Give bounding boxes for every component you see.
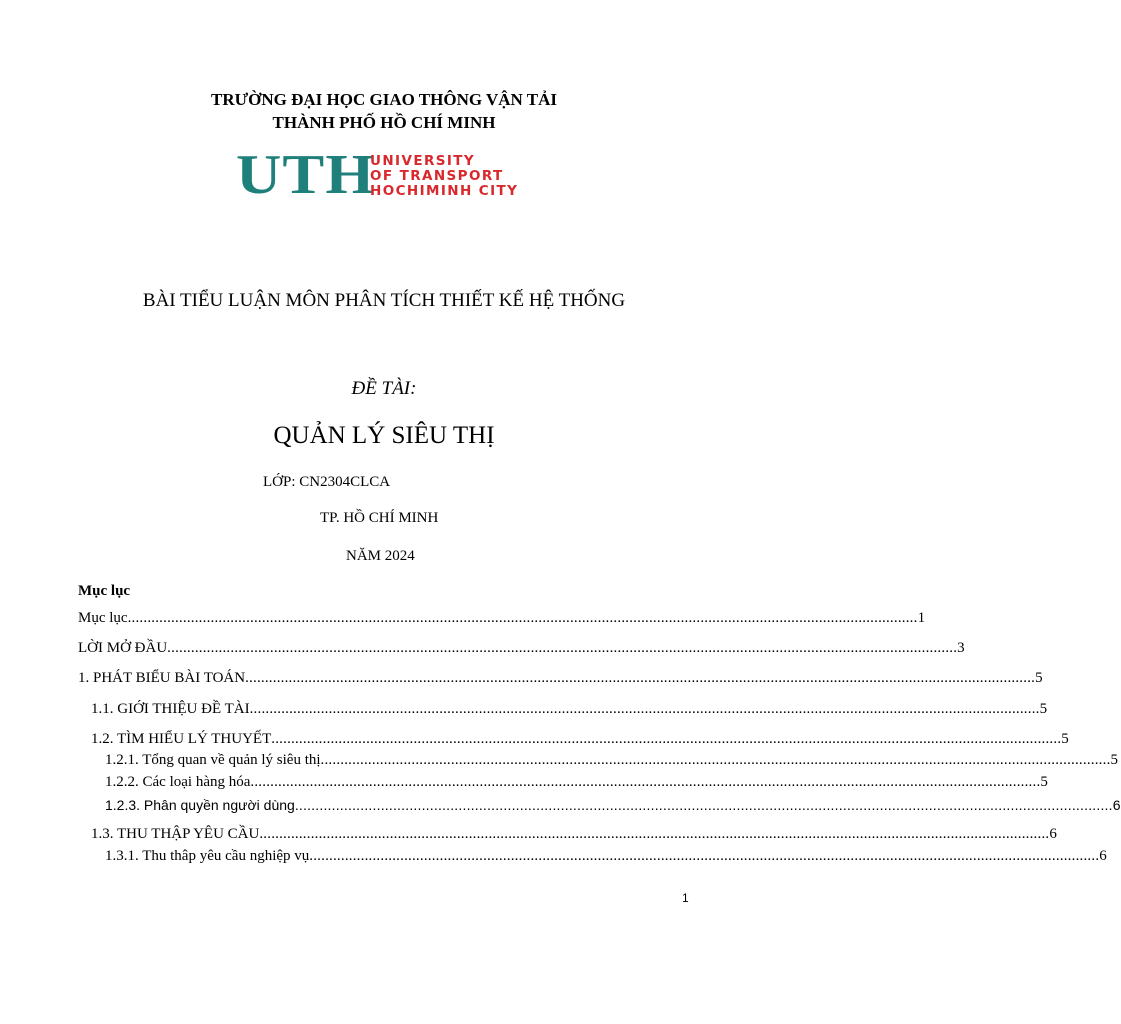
toc-entry-page: 6 xyxy=(1049,826,1057,842)
report-title: BÀI TIỂU LUẬN MÔN PHÂN TÍCH THIẾT KẾ HỆ THỐNG xyxy=(142,290,626,311)
toc-entry-title: 1.2.3. Phân quyền người dùng xyxy=(105,797,295,813)
toc-entry-title: LỜI MỞ ĐẦU xyxy=(78,640,168,656)
toc-entry[interactable] xyxy=(91,731,1069,748)
toc-heading: Mục lục xyxy=(78,583,131,599)
university-name-line2: THÀNH PHỐ HỒ CHÍ MINH xyxy=(272,113,496,132)
toc-entry[interactable] xyxy=(78,610,926,627)
toc-entry[interactable] xyxy=(78,670,1043,687)
toc-entry[interactable] xyxy=(105,797,1121,813)
toc-leader-dots: ........................................................................................................................................................................................................ xyxy=(309,848,1100,864)
toc-entry-page: 5 xyxy=(1040,774,1048,790)
toc-entry-page: 5 xyxy=(1061,731,1069,747)
toc-leader-dots: ........................................................................................................................................................................................................ xyxy=(127,610,918,626)
toc-entry[interactable] xyxy=(78,640,965,657)
toc-entry-page: 5 xyxy=(1110,752,1119,768)
class-line: LỚP: CN2304CLCA xyxy=(263,474,391,490)
toc-entry[interactable] xyxy=(105,774,1048,791)
toc-leader-dots: ........................................................................................................................................................................................................ xyxy=(259,826,1050,842)
university-name-line1: TRƯỜNG ĐẠI HỌC GIAO THÔNG VẬN TẢI xyxy=(210,90,558,109)
city-line: TP. HỒ CHÍ MINH xyxy=(320,510,439,526)
toc-entry-title: 1.1. GIỚI THIỆU ĐỀ TÀI xyxy=(91,701,250,717)
year-line: NĂM 2024 xyxy=(346,548,415,564)
logo-text xyxy=(370,154,518,199)
university-logo xyxy=(236,144,532,206)
toc-entry-title: Mục lục xyxy=(78,610,128,626)
toc-entry-title: 1. PHÁT BIỂU BÀI TOÁN xyxy=(78,670,246,686)
logo-text-line: UNIVERSITY xyxy=(370,153,476,169)
toc-entry-page: 6 xyxy=(1099,848,1107,864)
topic-title: QUẢN LÝ SIÊU THỊ xyxy=(273,422,495,449)
logo-text-line: OF TRANSPORT xyxy=(370,168,504,184)
toc-leader-dots: ........................................................................................................................................................................................................ xyxy=(250,774,1041,790)
toc-leader-dots: ........................................................................................................................................................................................................ xyxy=(245,670,1036,686)
page-number: 1 xyxy=(682,891,689,905)
toc-entry-title: 1.2. TÌM HIỂU LÝ THUYẾT xyxy=(91,731,272,747)
toc-entry[interactable] xyxy=(91,701,1048,718)
toc-entry-title: 1.2.2. Các loại hàng hóa xyxy=(105,774,251,790)
logo-abbreviation: UTH xyxy=(236,144,376,206)
toc-entry-title: 1.3.1. Thu thâp yêu cầu nghiệp vụ xyxy=(105,848,310,864)
toc-entry-page: 5 xyxy=(1035,670,1043,686)
topic-label: ĐỀ TÀI: xyxy=(351,378,417,399)
toc-entry[interactable] xyxy=(105,848,1107,865)
toc-leader-dots: ........................................................................................................................................................................................................ xyxy=(271,731,1062,747)
toc-entry-title: 1.2.1. Tổng quan về quản lý siêu thị xyxy=(105,752,321,768)
toc-entry-page: 3 xyxy=(957,640,965,656)
toc-entry-page: 6 xyxy=(1112,797,1121,813)
toc-entry-page: 5 xyxy=(1039,701,1048,717)
toc-leader-dots: ........................................................................................................................................................................................................ xyxy=(294,797,1113,813)
toc-leader-dots: ........................................................................................................................................................................................................ xyxy=(249,701,1040,717)
toc-entry-page: 1 xyxy=(917,610,926,626)
toc-leader-dots: ........................................................................................................................................................................................................ xyxy=(320,752,1111,768)
toc-entry[interactable] xyxy=(105,752,1119,769)
toc-entry-title: 1.3. THU THẬP YÊU CẦU xyxy=(91,826,260,842)
toc-entry[interactable] xyxy=(91,826,1057,843)
logo-text-line: HOCHIMINH CITY xyxy=(370,183,519,199)
toc-leader-dots: ........................................................................................................................................................................................................ xyxy=(167,640,958,656)
